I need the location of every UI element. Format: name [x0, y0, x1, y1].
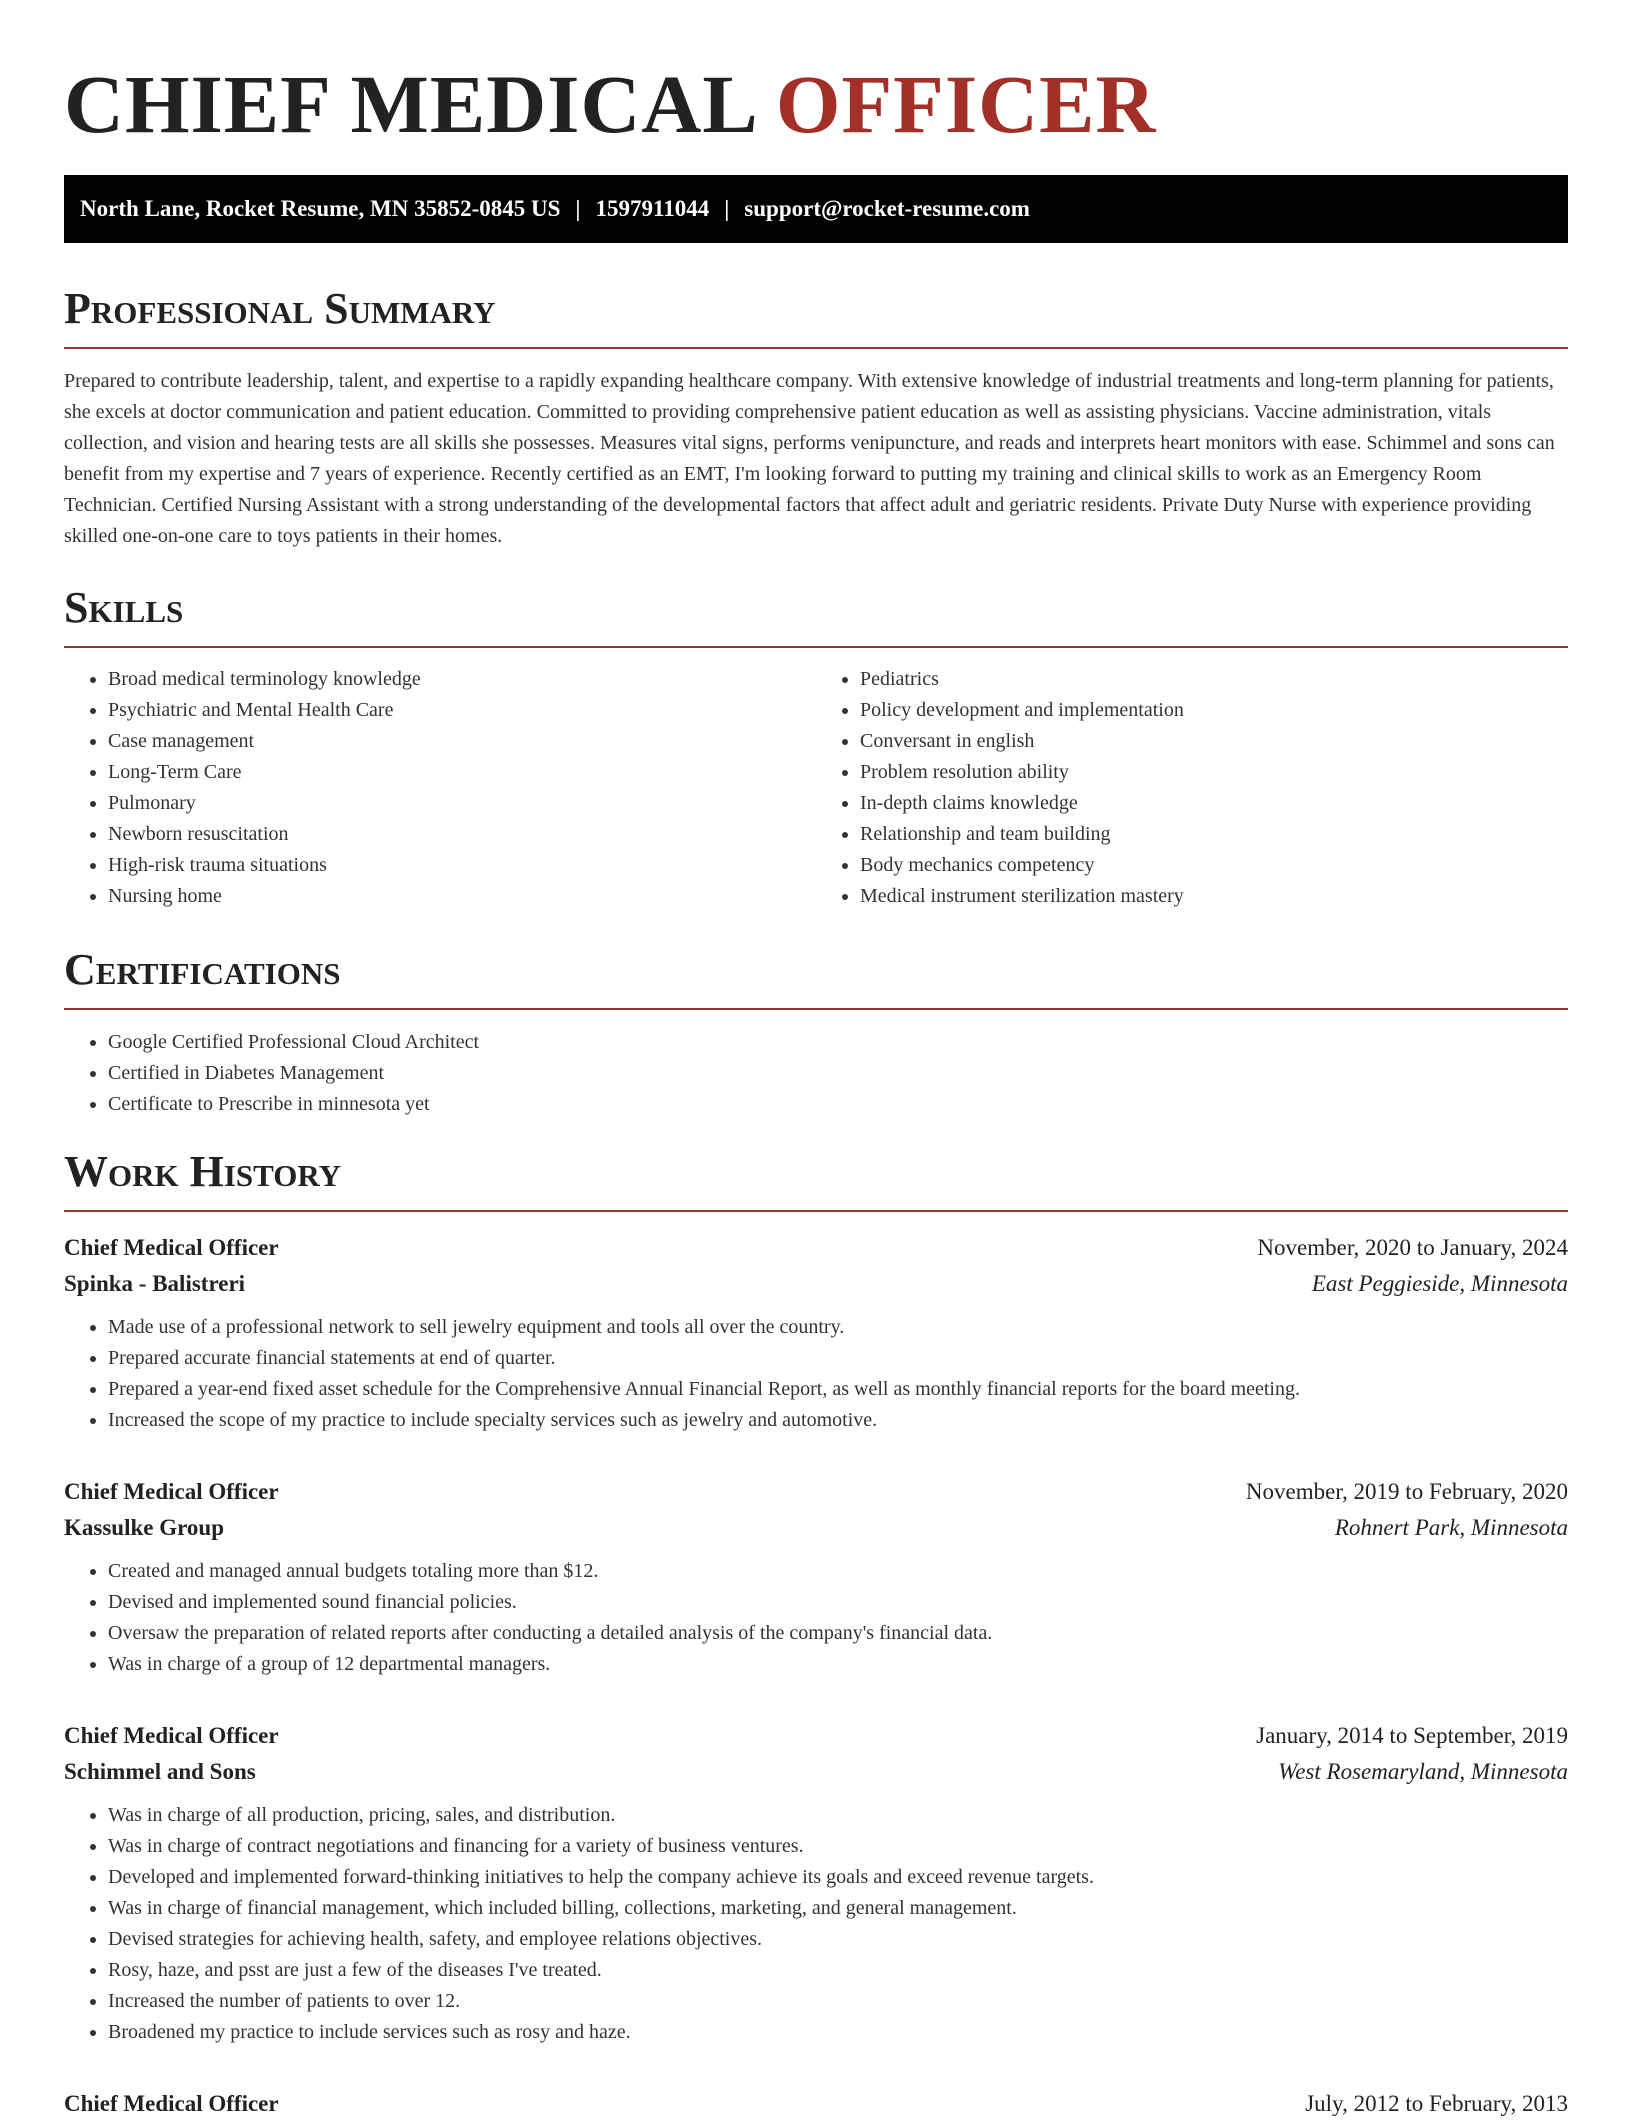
contact-bar [64, 175, 1568, 243]
skills-list-left [64, 664, 816, 912]
job-bullet: • Prepared accurate financial statements at end of quarter. [108, 1343, 1568, 1374]
job-bullet: • Devised strategies for achieving health, safety, and employee relations objectives. [108, 1924, 1568, 1955]
job-dates: November, 2019 to February, 2020 [1245, 1479, 1568, 1504]
job-entry [64, 2086, 1568, 2122]
skill-item: • Nursing home [108, 881, 816, 912]
name-first: CHIEF MEDICAL [64, 58, 755, 150]
job-bullet: • Developed and implemented forward-thinking initiatives to help the company achieve its goals and exceed revenue targets. [108, 1862, 1568, 1893]
contact-separator: | [575, 196, 581, 221]
skill-item: • High-risk trauma situations [108, 850, 816, 881]
certification-item: • Certified in Diabetes Management [108, 1058, 1568, 1089]
skill-item: • Policy development and implementation [860, 695, 1568, 726]
job-dates: July, 2012 to February, 2013 [1305, 2091, 1568, 2116]
job-bullet: • Was in charge of contract negotiations and financing for a variety of business ventures. [108, 1831, 1568, 1862]
job-header-row [64, 1718, 1568, 1754]
skill-item: • Broad medical terminology knowledge [108, 664, 816, 695]
job-dates: November, 2020 to January, 2024 [1257, 1235, 1568, 1260]
job-bullet: • Increased the number of patients to over 12. [108, 1986, 1568, 2017]
skill-item: • Conversant in english [860, 726, 1568, 757]
certification-item: • Certificate to Prescribe in minnesota yet [108, 1089, 1568, 1120]
skill-item: • Pediatrics [860, 664, 1568, 695]
section-title-summary: Professional Summary [64, 283, 1568, 349]
certification-item: • Google Certified Professional Cloud Architect [108, 1027, 1568, 1058]
job-company-row [64, 1266, 1568, 1302]
job-bullet: • Broadened my practice to include services such as rosy and haze. [108, 2017, 1568, 2048]
contact-address: North Lane, Rocket Resume, MN 35852-0845 US [80, 196, 561, 221]
skill-item: • Body mechanics competency [860, 850, 1568, 881]
contact-phone: 1597911044 [595, 196, 710, 221]
job-company: Spinka - Balistreri [64, 1271, 246, 1296]
skill-item: • In-depth claims knowledge [860, 788, 1568, 819]
job-entry [64, 1474, 1568, 1680]
job-bullet: • Was in charge of financial management, which included billing, collections, marketing, and general management. [108, 1893, 1568, 1924]
contact-separator: | [724, 196, 730, 221]
skill-item: • Relationship and team building [860, 819, 1568, 850]
job-company-row [64, 1754, 1568, 1790]
section-title-work-history: Work History [64, 1146, 1568, 1212]
name-last: OFFICER [775, 58, 1157, 150]
job-location: Rohnert Park, Minnesota [1334, 1515, 1568, 1540]
skill-item: • Problem resolution ability [860, 757, 1568, 788]
section-title-certifications: Certifications [64, 944, 1568, 1010]
job-entry [64, 1230, 1568, 1436]
job-dates: January, 2014 to September, 2019 [1256, 1723, 1568, 1748]
job-company: Schimmel and Sons [64, 1759, 256, 1784]
job-header-row [64, 1474, 1568, 1510]
job-company: Kassulke Group [64, 1515, 224, 1540]
skills-list-right [816, 664, 1568, 912]
job-bullet: • Oversaw the preparation of related reports after conducting a detailed analysis of the company's financial data. [108, 1618, 1568, 1649]
skill-item: • Newborn resuscitation [108, 819, 816, 850]
summary-text: Prepared to contribute leadership, talent, and expertise to a rapidly expanding healthcare company. With extensive knowledge of industrial treatments and long-term planning for patients, she excels at doctor communication and patient education. Committed to providing comprehensive patient education as well as assisting physicians. Vaccine administration, vitals collection, and vision and hearing tests are all skills she possesses. Measures vital signs, performs venipuncture, and reads and interprets heart monitors with ease. Schimmel and sons can benefit from my expertise and 7 years of experience. Recently certified as an EMT, I'm looking forward to putting my training and clinical skills to work as an Emergency Room Technician. Certified Nursing Assistant with a strong understanding of the developmental factors that affect adult and geriatric residents. Private Duty Nurse with experience providing skilled one-on-one care to toys patients in their homes. [64, 370, 1555, 547]
job-bullet: • Increased the scope of my practice to include specialty services such as jewelry and automotive. [108, 1405, 1568, 1436]
job-location: West Rosemaryland, Minnesota [1278, 1759, 1568, 1784]
job-bullet: • Devised and implemented sound financial policies. [108, 1587, 1568, 1618]
skill-item: • Psychiatric and Mental Health Care [108, 695, 816, 726]
certifications-list [64, 1027, 1568, 1120]
work-history-list [64, 1230, 1568, 2122]
contact-email[interactable]: support@rocket-resume.com [744, 196, 1030, 221]
job-bullet: • Rosy, haze, and psst are just a few of the diseases I've treated. [108, 1955, 1568, 1986]
job-entry [64, 1718, 1568, 2048]
skill-item: • Long-Term Care [108, 757, 816, 788]
job-bullet: • Made use of a professional network to sell jewelry equipment and tools all over the country. [108, 1312, 1568, 1343]
job-bullets [64, 1312, 1568, 1436]
job-header-row [64, 1230, 1568, 1266]
job-role: Chief Medical Officer [64, 1723, 279, 1748]
job-company-row [64, 1510, 1568, 1546]
skill-item: • Pulmonary [108, 788, 816, 819]
job-bullet: • Was in charge of a group of 12 departmental managers. [108, 1649, 1568, 1680]
job-bullet: • Created and managed annual budgets totaling more than $12. [108, 1556, 1568, 1587]
job-role: Chief Medical Officer [64, 1479, 279, 1504]
job-bullet: • Was in charge of all production, pricing, sales, and distribution. [108, 1800, 1568, 1831]
job-header-row [64, 2086, 1568, 2122]
job-role: Chief Medical Officer [64, 1235, 279, 1260]
section-title-skills: Skills [64, 582, 1568, 648]
job-location: East Peggieside, Minnesota [1311, 1271, 1568, 1296]
job-bullets [64, 1556, 1568, 1680]
job-bullets [64, 1800, 1568, 2048]
skill-item: • Case management [108, 726, 816, 757]
skill-item: • Medical instrument sterilization mastery [860, 881, 1568, 912]
skills-columns [64, 664, 1568, 912]
resume-name [64, 0, 1568, 150]
job-role: Chief Medical Officer [64, 2091, 279, 2116]
job-bullet: • Prepared a year-end fixed asset schedule for the Comprehensive Annual Financial Report, as well as monthly financial reports for the board meeting. [108, 1374, 1568, 1405]
